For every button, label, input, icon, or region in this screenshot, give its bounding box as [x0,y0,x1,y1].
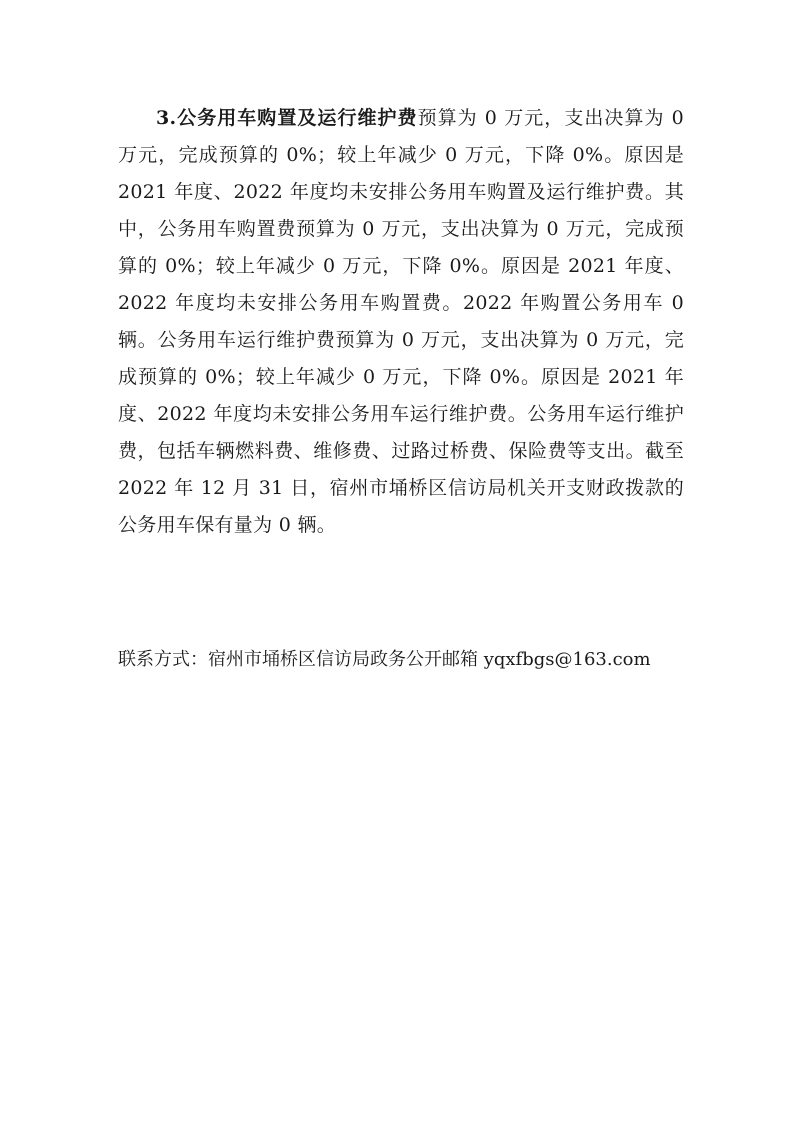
paragraph-body: 预算为 0 万元，支出决算为 0 万元，完成预算的 0%；较上年减少 0 万元，下降 0%。原因是 2021 年度、2022 年度均未安排公务用车购置及运行维护费。其中，公务用车购置费预算为 0 万元，支出决算为 0 万元，完成预算的 0%；较上年减少 0 万元，下降 0%。原因是 2021 年度、2022 年度均未安排公务用车购置费。2022 年购置公务用车 0 辆。公务用车运行维护费预算为 0 万元，支出决算为 0 万元，完成预算的 0%；较上年减少 0 万元，下降 0%。原因是 2021 年度、2022 年度均未安排公务用车运行维护费。公务用车运行维护费，包括车辆燃料费、维修费、过路过桥费、保险费等支出。截至 2022 年 12 月 31 日，宿州市埇桥区信访局机关开支财政拨款的公务用车保有量为 0 辆。 [118,107,684,536]
vehicle-expense-paragraph [118,100,684,544]
contact-line: 联系方式：宿州市埇桥区信访局政务公开邮箱 yqxfbgs@163.com [118,649,651,670]
section-heading: 3.公务用车购置及运行维护费 [156,107,418,129]
